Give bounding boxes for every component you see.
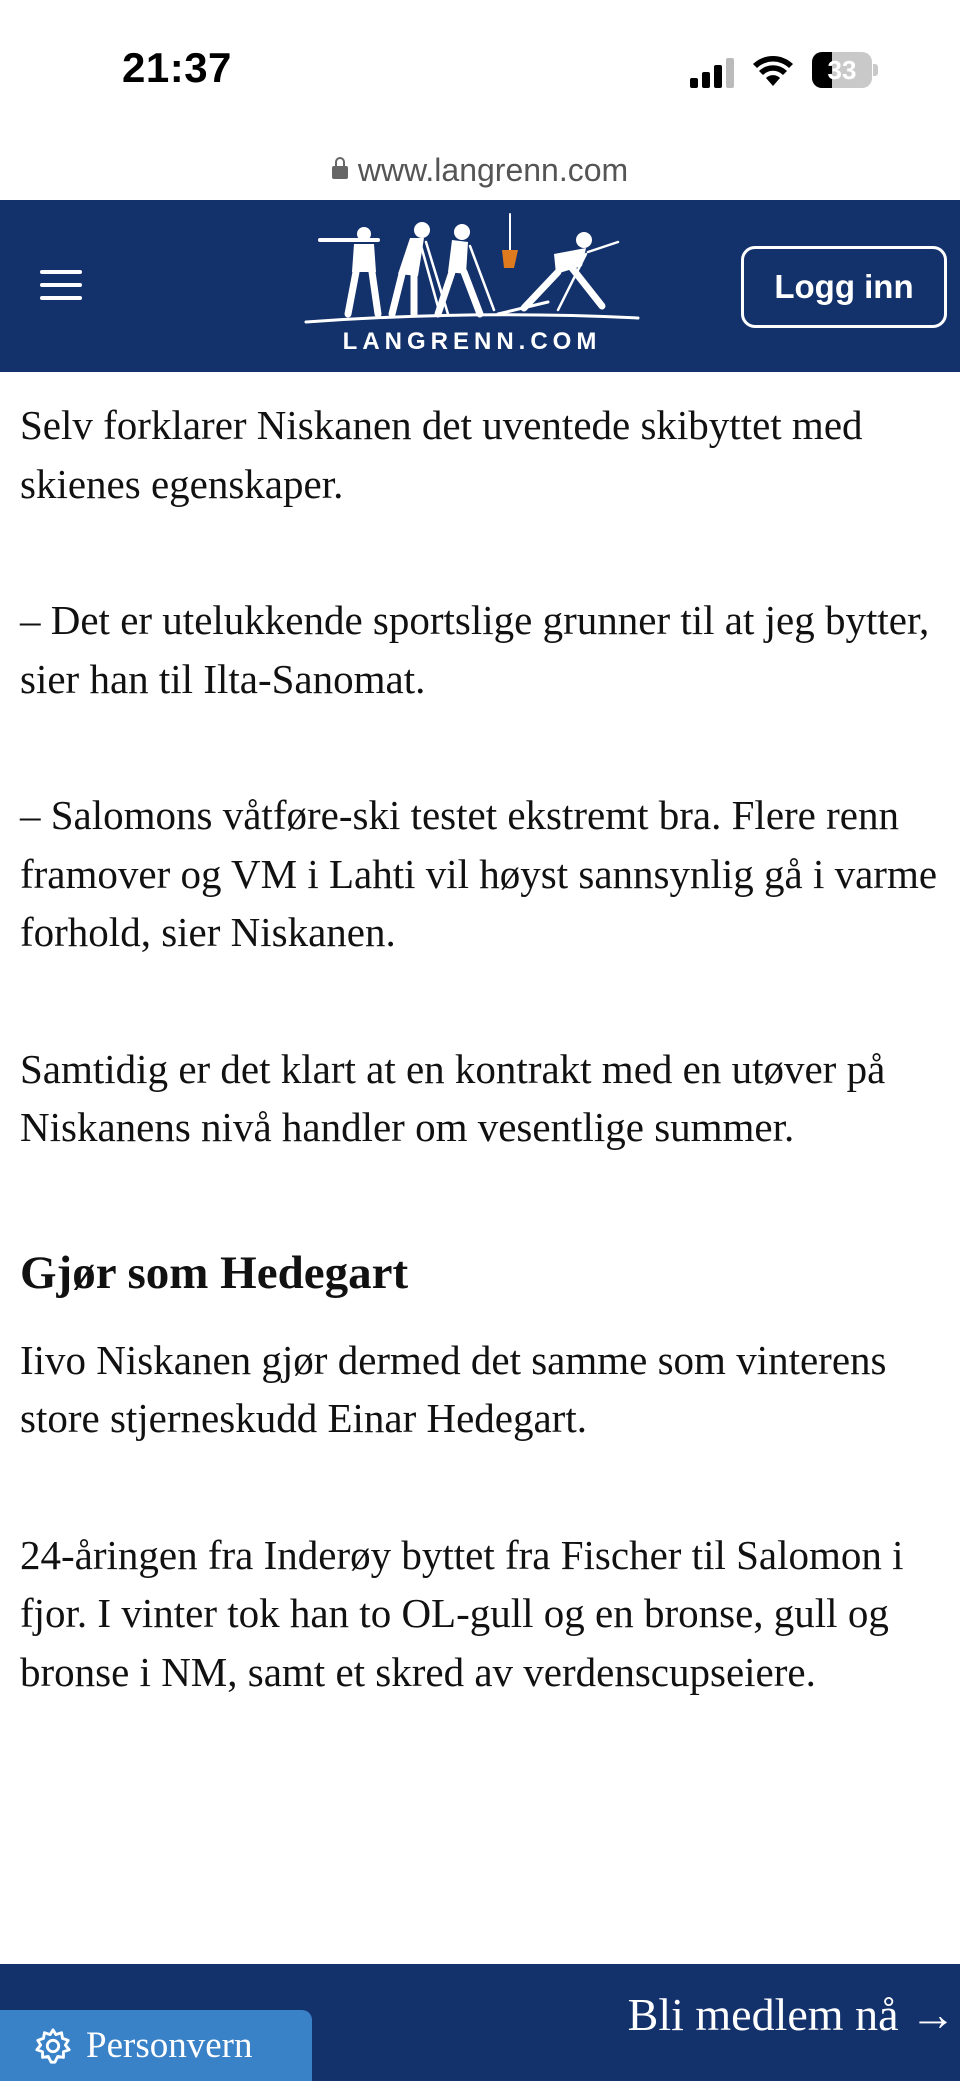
wifi-icon bbox=[752, 52, 794, 88]
battery-icon bbox=[812, 52, 878, 88]
article-body bbox=[20, 372, 940, 1701]
site-header bbox=[0, 200, 960, 372]
gear-icon bbox=[34, 2027, 72, 2065]
article-paragraph: – Det er utelukkende sportslige grunner til at jeg bytter, sier han til Ilta-Sanomat. bbox=[20, 597, 930, 702]
privacy-settings-button[interactable] bbox=[0, 2010, 312, 2081]
login-button[interactable]: Logg inn bbox=[741, 246, 947, 328]
cellular-signal-icon bbox=[690, 58, 736, 88]
article-paragraph: – Salomons våtføre-ski testet ekstremt bra. Flere renn framover og VM i Lahti vil høyst sannsynlig gå i varme forhold, sier Niskanen. bbox=[20, 792, 938, 955]
battery-level: 33 bbox=[827, 55, 857, 85]
browser-url-bar[interactable] bbox=[0, 140, 960, 200]
langrenn-logo[interactable] bbox=[302, 210, 642, 360]
logo-text: LANGRENN.COM bbox=[342, 328, 602, 355]
article-paragraph: Selv forklarer Niskanen det uventede skibyttet med skienes egenskaper. bbox=[20, 402, 863, 507]
article-subheading: Gjør som Hedegart bbox=[20, 1246, 409, 1299]
article-paragraph: Samtidig er det klart at en kontrakt med en utøver på Niskanens nivå handler om vesentlige summer. bbox=[20, 1045, 886, 1150]
status-time: 21:37 bbox=[122, 44, 232, 91]
status-bar bbox=[0, 0, 960, 140]
become-member-link[interactable]: Bli medlem nå → bbox=[627, 1989, 956, 2040]
lock-icon bbox=[332, 163, 348, 181]
url-text: www.langrenn.com bbox=[357, 151, 629, 188]
article-paragraph: Iivo Niskanen gjør dermed det samme som vinterens store stjerneskudd Einar Hedegart. bbox=[20, 1336, 887, 1441]
article-paragraph: 24-åringen fra Inderøy byttet fra Fischer til Salomon i fjor. I vinter tok han to OL-gull og en bronse, gull og bronse i NM, samt et skred av verdenscupseiere. bbox=[20, 1531, 904, 1695]
skiers-logo-icon bbox=[302, 210, 642, 330]
hamburger-menu-icon[interactable] bbox=[40, 270, 82, 302]
privacy-label: Personvern bbox=[86, 2025, 253, 2066]
